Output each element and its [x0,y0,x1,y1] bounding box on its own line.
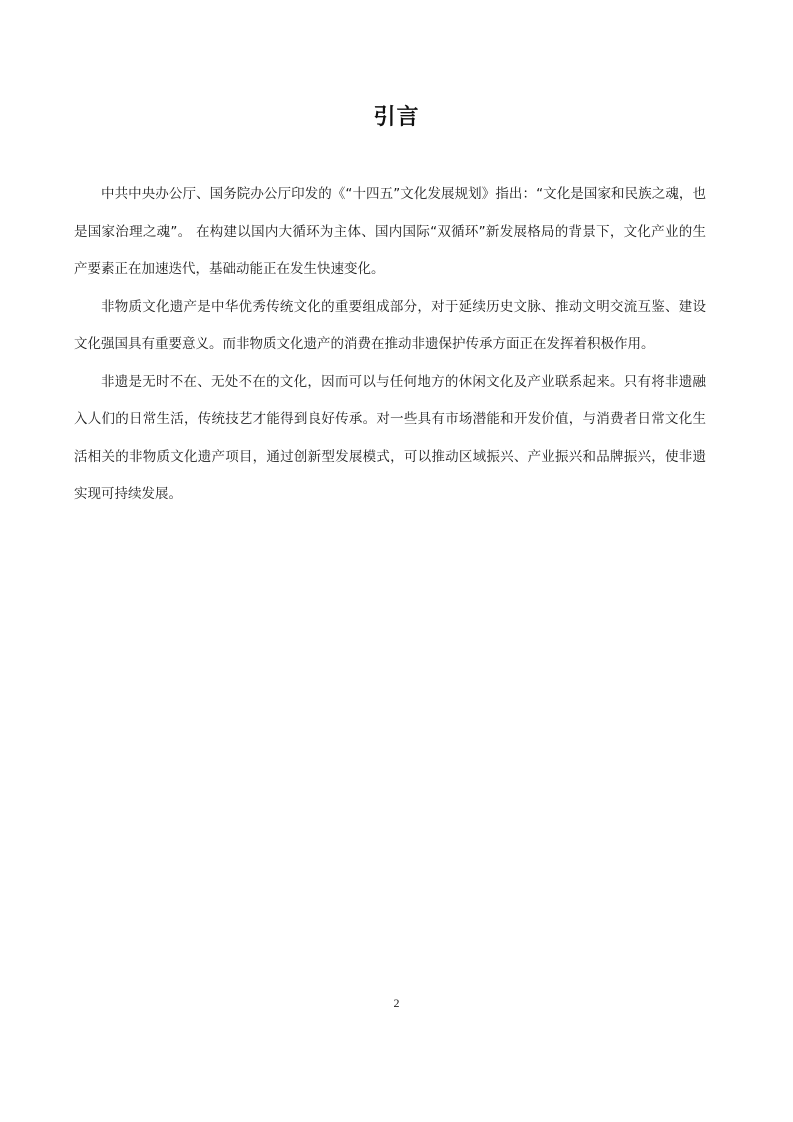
body-text [74,176,706,514]
paragraph-2: 非物质文化遗产是中华优秀传统文化的重要组成部分，对于延续历史文脉、推动文明交流互鉴、建设文化强国具有重要意义。而非物质文化遗产的消费在推动非遗保护传承方面正在发挥着积极作用。 [74,298,706,352]
paragraph-3: 非遗是无时不在、无处不在的文化，因而可以与任何地方的休闲文化及产业联系起来。只有将非遗融入人们的日常生活，传统技艺才能得到良好传承。对一些具有市场潜能和开发价值，与消费者日常文化生活相关的非物质文化遗产项目，通过创新型发展模式，可以推动区域振兴、产业振兴和品牌振兴，使非遗实现可持续发展。 [74,373,706,502]
paragraph-1: 中共中央办公厅、国务院办公厅印发的《“十四五”文化发展规划》指出：“文化是国家和民族之魂，也是国家治理之魂”。 在构建以国内大循环为主体、国内国际“双循环”新发展格局的背景下，文化产业的生产要素正在加速迭代，基础动能正在发生快速变化。 [74,186,706,277]
page-title: 引言 [373,105,420,130]
page-number: 2 [393,996,400,1010]
